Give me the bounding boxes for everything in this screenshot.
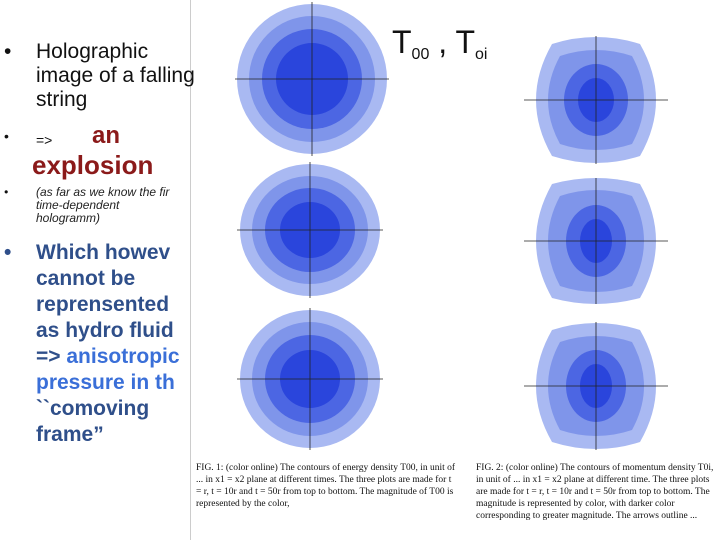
momentum-density-plot-3 xyxy=(522,320,670,452)
bullet-4-line-2: cannot be xyxy=(36,267,136,290)
bullet-marker: • xyxy=(4,185,9,199)
momentum-density-plot-1 xyxy=(522,34,670,166)
bullet-marker: • xyxy=(4,241,12,264)
heading-main: T xyxy=(392,24,412,60)
momentum-density-caption: FIG. 2: (color online) The contours of momentum density T0i, in unit of ... in x1 = x2 plane at different time. The three plots are made for t = r, t = 10r and t = 50r from top to bottom. The magnitude is represented by color, with darker color corresponding to greater magnitude. The arrows outline ... xyxy=(476,463,714,521)
bullet-list xyxy=(0,0,200,540)
heading-sub-2: oi xyxy=(474,46,488,63)
energy-density-plot-3 xyxy=(235,306,385,452)
bullet-2-accent-2: explosion xyxy=(32,150,154,180)
bullet-4-line-6: pressure in th xyxy=(36,371,175,394)
bullet-4-line-7: ``comoving xyxy=(36,397,150,420)
bullet-4-text xyxy=(36,240,204,448)
bullet-3-line-3: hologramm) xyxy=(36,211,101,225)
bullet-4-line-5 xyxy=(36,344,204,370)
bullet-marker: • xyxy=(4,40,12,63)
slide-heading xyxy=(392,24,487,61)
bullet-3-text xyxy=(36,186,206,225)
heading-sub-1: 00 xyxy=(411,46,430,63)
bullet-4-line-8: frame” xyxy=(36,423,104,446)
energy-density-plot-1 xyxy=(233,0,391,158)
bullet-3-line-1: (as far as we know the fir xyxy=(36,186,170,199)
bullet-2-accent: an xyxy=(92,122,121,149)
bullet-4-line-1: Which howev xyxy=(36,241,171,264)
energy-density-plot-2 xyxy=(235,160,385,300)
bullet-3-line-2: time-dependent xyxy=(36,198,120,212)
bullet-4-line-4: as hydro fluid xyxy=(36,319,174,342)
energy-density-figure xyxy=(190,0,461,540)
momentum-density-figure xyxy=(458,0,720,540)
heading-separator: , T xyxy=(429,24,475,60)
momentum-density-plot-2 xyxy=(522,176,670,306)
energy-density-caption: FIG. 1: (color online) The contours of energy density T00, in unit of ... in x1 = x2 plane at different times. The three plots are made for t = r, t = 10r and t = 50r from top to bottom. The magnitude of T00 is represented by the color, xyxy=(196,463,456,509)
bullet-2-arrow: => xyxy=(36,132,53,148)
bullet-marker: • xyxy=(4,128,9,144)
bullet-4-arrow: => xyxy=(36,345,67,368)
bullet-4-anisotropic: anisotropic xyxy=(66,345,180,368)
bullet-1-text: Holographic image of a falling string xyxy=(36,40,195,111)
bullet-4-line-3: reprensented xyxy=(36,293,170,316)
